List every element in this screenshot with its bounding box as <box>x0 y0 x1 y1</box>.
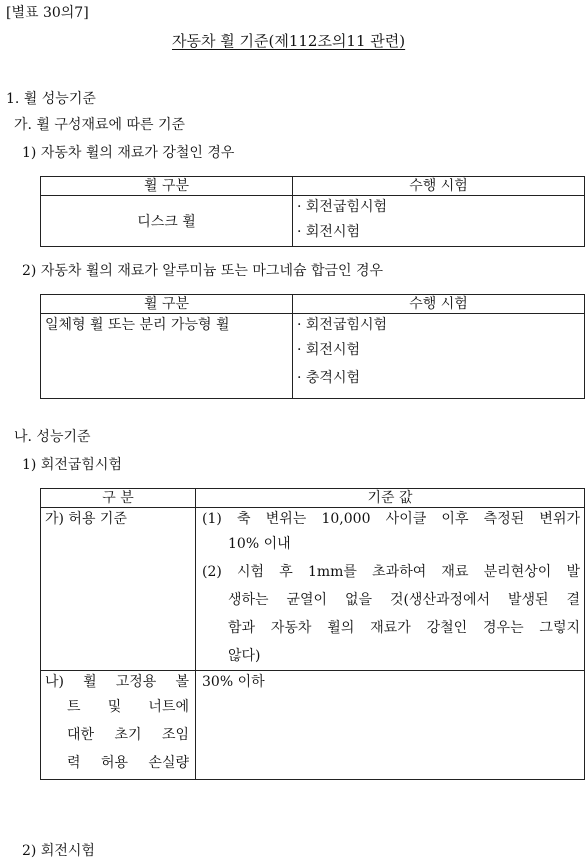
test-item: · 회전시험 <box>297 224 360 240</box>
document-title: 자동차 휠 기준(제112조의11 관련) <box>172 32 406 50</box>
test-item: · 충격시험 <box>297 370 360 386</box>
criteria-line: (2) 시험 후 1mm를 초과하여 재료 분리현상이 발 <box>202 564 580 580</box>
row-label: 가) 허용 기준 <box>41 508 196 671</box>
test-item: · 회전시험 <box>297 342 360 358</box>
criteria-line: 생하는 균열이 없을 것(생산과정에서 발생된 결 <box>228 592 580 608</box>
table-header-row <box>41 177 585 196</box>
col-header-wheel-type: 휠 구분 <box>41 295 293 314</box>
criteria-text <box>196 508 585 671</box>
item-title-na-2: 2) 회전시험 <box>22 843 95 859</box>
label-line: 나) 휠 고정용 볼 <box>45 674 189 690</box>
annex-reference: [별표 30의7] <box>6 5 89 21</box>
table-steel-wheel <box>40 176 585 247</box>
item-title-1: 1) 자동차 휠의 재료가 강철인 경우 <box>22 145 235 161</box>
row-label: 디스크 휠 <box>41 196 293 247</box>
table-header-row <box>41 295 585 314</box>
col-header-tests: 수행 시험 <box>293 295 585 314</box>
test-item: · 회전굽힘시험 <box>297 199 388 215</box>
criteria-line: (1) 축 변위는 10,000 사이클 이후 측정된 변위가 <box>202 511 580 527</box>
test-list <box>293 314 585 399</box>
criteria-line: 않다) <box>228 648 261 664</box>
item-title-na-1: 1) 회전굽힘시험 <box>22 457 122 473</box>
table-row <box>41 508 585 671</box>
criteria-value: 30% 이하 <box>196 671 585 780</box>
table-row <box>41 196 585 247</box>
table-row <box>41 314 585 399</box>
table-bending-criteria <box>40 488 585 780</box>
test-item: · 회전굽힘시험 <box>297 317 388 333</box>
criteria-line: 10% 이내 <box>228 536 291 552</box>
label-line: 트 및 너트에 <box>67 699 189 715</box>
col-header-criteria-value: 기준 값 <box>196 489 585 508</box>
section-title: 1. 휠 성능기준 <box>6 91 96 107</box>
test-list <box>293 196 585 247</box>
subsection-title-ga: 가. 휠 구성재료에 따른 기준 <box>14 117 186 133</box>
subsection-title-na: 나. 성능기준 <box>14 429 91 445</box>
table-header-row <box>41 489 585 508</box>
table-row <box>41 671 585 780</box>
col-header-category: 구 분 <box>41 489 196 508</box>
col-header-wheel-type: 휠 구분 <box>41 177 293 196</box>
table-alloy-wheel <box>40 294 585 399</box>
criteria-line: 함과 자동차 휠의 재료가 강철인 경우는 그렇지 <box>228 620 580 636</box>
label-line: 대한 초기 조임 <box>67 727 189 743</box>
label-line: 력 허용 손실량 <box>67 755 189 771</box>
row-label: 일체형 휠 또는 분리 가능형 휠 <box>41 314 293 399</box>
col-header-tests: 수행 시험 <box>293 177 585 196</box>
row-label <box>41 671 196 780</box>
item-title-2: 2) 자동차 휠의 재료가 알루미늄 또는 마그네슘 합금인 경우 <box>22 263 384 279</box>
